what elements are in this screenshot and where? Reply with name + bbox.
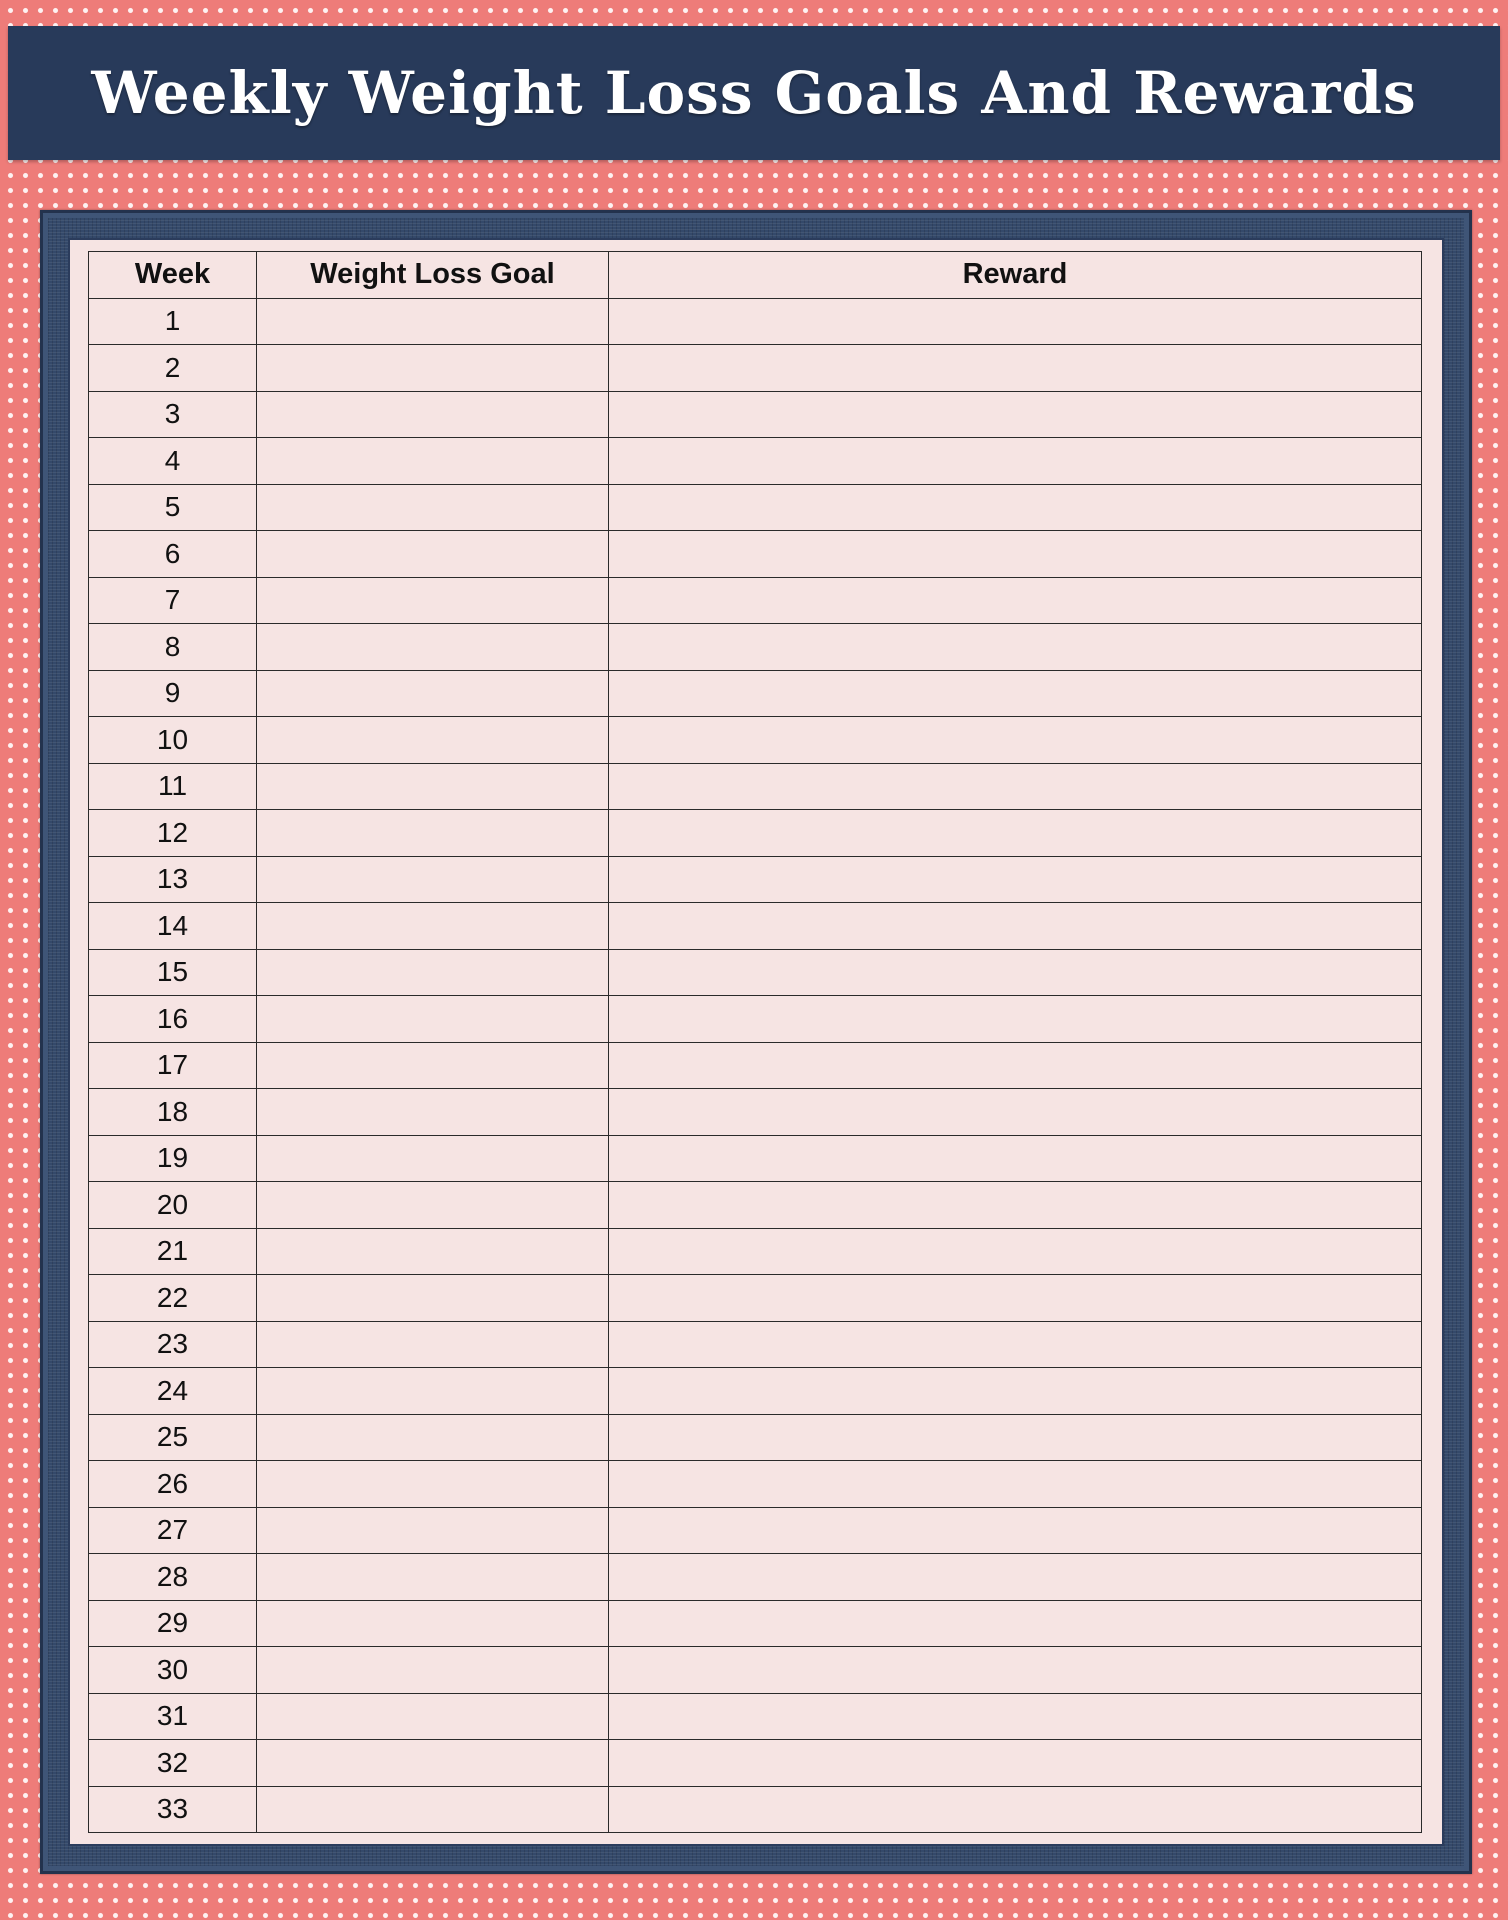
weight-loss-goal-cell[interactable] bbox=[257, 438, 609, 485]
table-row bbox=[89, 949, 1422, 996]
table-row bbox=[89, 1135, 1422, 1182]
week-number-cell: 14 bbox=[89, 903, 257, 950]
reward-cell[interactable] bbox=[609, 1600, 1422, 1647]
weight-loss-goal-cell[interactable] bbox=[257, 1647, 609, 1694]
reward-cell[interactable] bbox=[609, 1135, 1422, 1182]
table-row bbox=[89, 531, 1422, 578]
table-row bbox=[89, 763, 1422, 810]
reward-cell[interactable] bbox=[609, 1089, 1422, 1136]
week-number-cell: 22 bbox=[89, 1275, 257, 1322]
reward-cell[interactable] bbox=[609, 1182, 1422, 1229]
weight-loss-goal-cell[interactable] bbox=[257, 1275, 609, 1322]
table-row bbox=[89, 438, 1422, 485]
reward-cell[interactable] bbox=[609, 1275, 1422, 1322]
reward-cell[interactable] bbox=[609, 345, 1422, 392]
table-row bbox=[89, 1461, 1422, 1508]
reward-cell[interactable] bbox=[609, 438, 1422, 485]
reward-cell[interactable] bbox=[609, 903, 1422, 950]
week-number-cell: 20 bbox=[89, 1182, 257, 1229]
weight-loss-goal-cell[interactable] bbox=[257, 856, 609, 903]
reward-cell[interactable] bbox=[609, 577, 1422, 624]
week-number-cell: 15 bbox=[89, 949, 257, 996]
reward-cell[interactable] bbox=[609, 670, 1422, 717]
week-number-cell: 16 bbox=[89, 996, 257, 1043]
table-row bbox=[89, 1089, 1422, 1136]
table-row bbox=[89, 1786, 1422, 1833]
weight-loss-goal-cell[interactable] bbox=[257, 1321, 609, 1368]
weight-loss-goal-cell[interactable] bbox=[257, 903, 609, 950]
table-row bbox=[89, 1321, 1422, 1368]
weight-loss-goal-cell[interactable] bbox=[257, 717, 609, 764]
table-row bbox=[89, 856, 1422, 903]
reward-cell[interactable] bbox=[609, 1414, 1422, 1461]
week-number-cell: 19 bbox=[89, 1135, 257, 1182]
table-row bbox=[89, 345, 1422, 392]
week-number-cell: 18 bbox=[89, 1089, 257, 1136]
table-body bbox=[89, 298, 1422, 1833]
week-number-cell: 4 bbox=[89, 438, 257, 485]
week-number-cell: 31 bbox=[89, 1693, 257, 1740]
week-number-cell: 8 bbox=[89, 624, 257, 671]
weight-loss-goal-cell[interactable] bbox=[257, 1368, 609, 1415]
week-number-cell: 30 bbox=[89, 1647, 257, 1694]
table-row bbox=[89, 1647, 1422, 1694]
weight-loss-goal-cell[interactable] bbox=[257, 1554, 609, 1601]
table-row bbox=[89, 1228, 1422, 1275]
week-number-cell: 27 bbox=[89, 1507, 257, 1554]
table-row bbox=[89, 1507, 1422, 1554]
weight-loss-goal-cell[interactable] bbox=[257, 1600, 609, 1647]
weight-loss-goal-cell[interactable] bbox=[257, 1182, 609, 1229]
table-row bbox=[89, 1182, 1422, 1229]
reward-cell[interactable] bbox=[609, 1368, 1422, 1415]
reward-cell[interactable] bbox=[609, 717, 1422, 764]
weight-loss-goal-cell[interactable] bbox=[257, 670, 609, 717]
weight-loss-goal-cell[interactable] bbox=[257, 577, 609, 624]
reward-cell[interactable] bbox=[609, 1647, 1422, 1694]
worksheet-paper bbox=[70, 240, 1442, 1844]
goal-column-header: Weight Loss Goal bbox=[257, 252, 609, 299]
table-row bbox=[89, 810, 1422, 857]
title-banner bbox=[8, 26, 1500, 160]
week-number-cell: 17 bbox=[89, 1042, 257, 1089]
table-row bbox=[89, 1554, 1422, 1601]
week-number-cell: 2 bbox=[89, 345, 257, 392]
table-row bbox=[89, 577, 1422, 624]
reward-cell[interactable] bbox=[609, 1786, 1422, 1833]
week-number-cell: 1 bbox=[89, 298, 257, 345]
week-number-cell: 10 bbox=[89, 717, 257, 764]
week-number-cell: 26 bbox=[89, 1461, 257, 1508]
table-row bbox=[89, 1368, 1422, 1415]
week-number-cell: 32 bbox=[89, 1740, 257, 1787]
weight-loss-goal-cell[interactable] bbox=[257, 1693, 609, 1740]
weight-loss-goal-cell[interactable] bbox=[257, 1786, 609, 1833]
reward-cell[interactable] bbox=[609, 996, 1422, 1043]
reward-cell[interactable] bbox=[609, 856, 1422, 903]
weight-loss-goal-cell[interactable] bbox=[257, 1228, 609, 1275]
reward-cell[interactable] bbox=[609, 1693, 1422, 1740]
week-number-cell: 25 bbox=[89, 1414, 257, 1461]
page-title: Weekly Weight Loss Goals And Rewards bbox=[91, 59, 1417, 127]
table-row bbox=[89, 903, 1422, 950]
table-row bbox=[89, 1414, 1422, 1461]
reward-cell[interactable] bbox=[609, 949, 1422, 996]
weight-loss-goal-cell[interactable] bbox=[257, 1740, 609, 1787]
week-number-cell: 24 bbox=[89, 1368, 257, 1415]
table-row bbox=[89, 1275, 1422, 1322]
weight-loss-goal-cell[interactable] bbox=[257, 345, 609, 392]
reward-cell[interactable] bbox=[609, 1507, 1422, 1554]
reward-cell[interactable] bbox=[609, 624, 1422, 671]
table-row bbox=[89, 1600, 1422, 1647]
weight-loss-goal-cell[interactable] bbox=[257, 1414, 609, 1461]
week-number-cell: 29 bbox=[89, 1600, 257, 1647]
weight-loss-goal-cell[interactable] bbox=[257, 624, 609, 671]
reward-cell[interactable] bbox=[609, 484, 1422, 531]
reward-cell[interactable] bbox=[609, 531, 1422, 578]
reward-cell[interactable] bbox=[609, 810, 1422, 857]
reward-cell[interactable] bbox=[609, 1461, 1422, 1508]
table-row bbox=[89, 624, 1422, 671]
reward-column-header: Reward bbox=[609, 252, 1422, 299]
weight-loss-goal-cell[interactable] bbox=[257, 1461, 609, 1508]
week-number-cell: 5 bbox=[89, 484, 257, 531]
table-row bbox=[89, 484, 1422, 531]
weight-loss-goal-cell[interactable] bbox=[257, 810, 609, 857]
table-header-row bbox=[89, 252, 1422, 299]
weight-loss-goal-cell[interactable] bbox=[257, 391, 609, 438]
reward-cell[interactable] bbox=[609, 1554, 1422, 1601]
table-row bbox=[89, 1740, 1422, 1787]
weight-loss-goal-cell[interactable] bbox=[257, 996, 609, 1043]
reward-cell[interactable] bbox=[609, 1042, 1422, 1089]
reward-cell[interactable] bbox=[609, 763, 1422, 810]
weight-loss-table bbox=[88, 251, 1422, 1833]
denim-frame bbox=[40, 210, 1472, 1874]
reward-cell[interactable] bbox=[609, 298, 1422, 345]
reward-cell[interactable] bbox=[609, 1740, 1422, 1787]
table-row bbox=[89, 391, 1422, 438]
reward-cell[interactable] bbox=[609, 391, 1422, 438]
weight-loss-goal-cell[interactable] bbox=[257, 1507, 609, 1554]
week-number-cell: 7 bbox=[89, 577, 257, 624]
weight-loss-goal-cell[interactable] bbox=[257, 298, 609, 345]
weight-loss-goal-cell[interactable] bbox=[257, 1042, 609, 1089]
week-number-cell: 21 bbox=[89, 1228, 257, 1275]
week-number-cell: 23 bbox=[89, 1321, 257, 1368]
week-number-cell: 13 bbox=[89, 856, 257, 903]
weight-loss-goal-cell[interactable] bbox=[257, 949, 609, 996]
week-number-cell: 3 bbox=[89, 391, 257, 438]
table-row bbox=[89, 996, 1422, 1043]
week-number-cell: 33 bbox=[89, 1786, 257, 1833]
weight-loss-goal-cell[interactable] bbox=[257, 1135, 609, 1182]
table-row bbox=[89, 670, 1422, 717]
weight-loss-goal-cell[interactable] bbox=[257, 531, 609, 578]
week-number-cell: 9 bbox=[89, 670, 257, 717]
weight-loss-goal-cell[interactable] bbox=[257, 1089, 609, 1136]
reward-cell[interactable] bbox=[609, 1321, 1422, 1368]
table-row bbox=[89, 298, 1422, 345]
weight-loss-goal-cell[interactable] bbox=[257, 763, 609, 810]
week-number-cell: 28 bbox=[89, 1554, 257, 1601]
table-row bbox=[89, 1042, 1422, 1089]
table-row bbox=[89, 1693, 1422, 1740]
week-number-cell: 12 bbox=[89, 810, 257, 857]
week-number-cell: 11 bbox=[89, 763, 257, 810]
weight-loss-goal-cell[interactable] bbox=[257, 484, 609, 531]
reward-cell[interactable] bbox=[609, 1228, 1422, 1275]
week-number-cell: 6 bbox=[89, 531, 257, 578]
table-row bbox=[89, 717, 1422, 764]
week-column-header: Week bbox=[89, 252, 257, 299]
